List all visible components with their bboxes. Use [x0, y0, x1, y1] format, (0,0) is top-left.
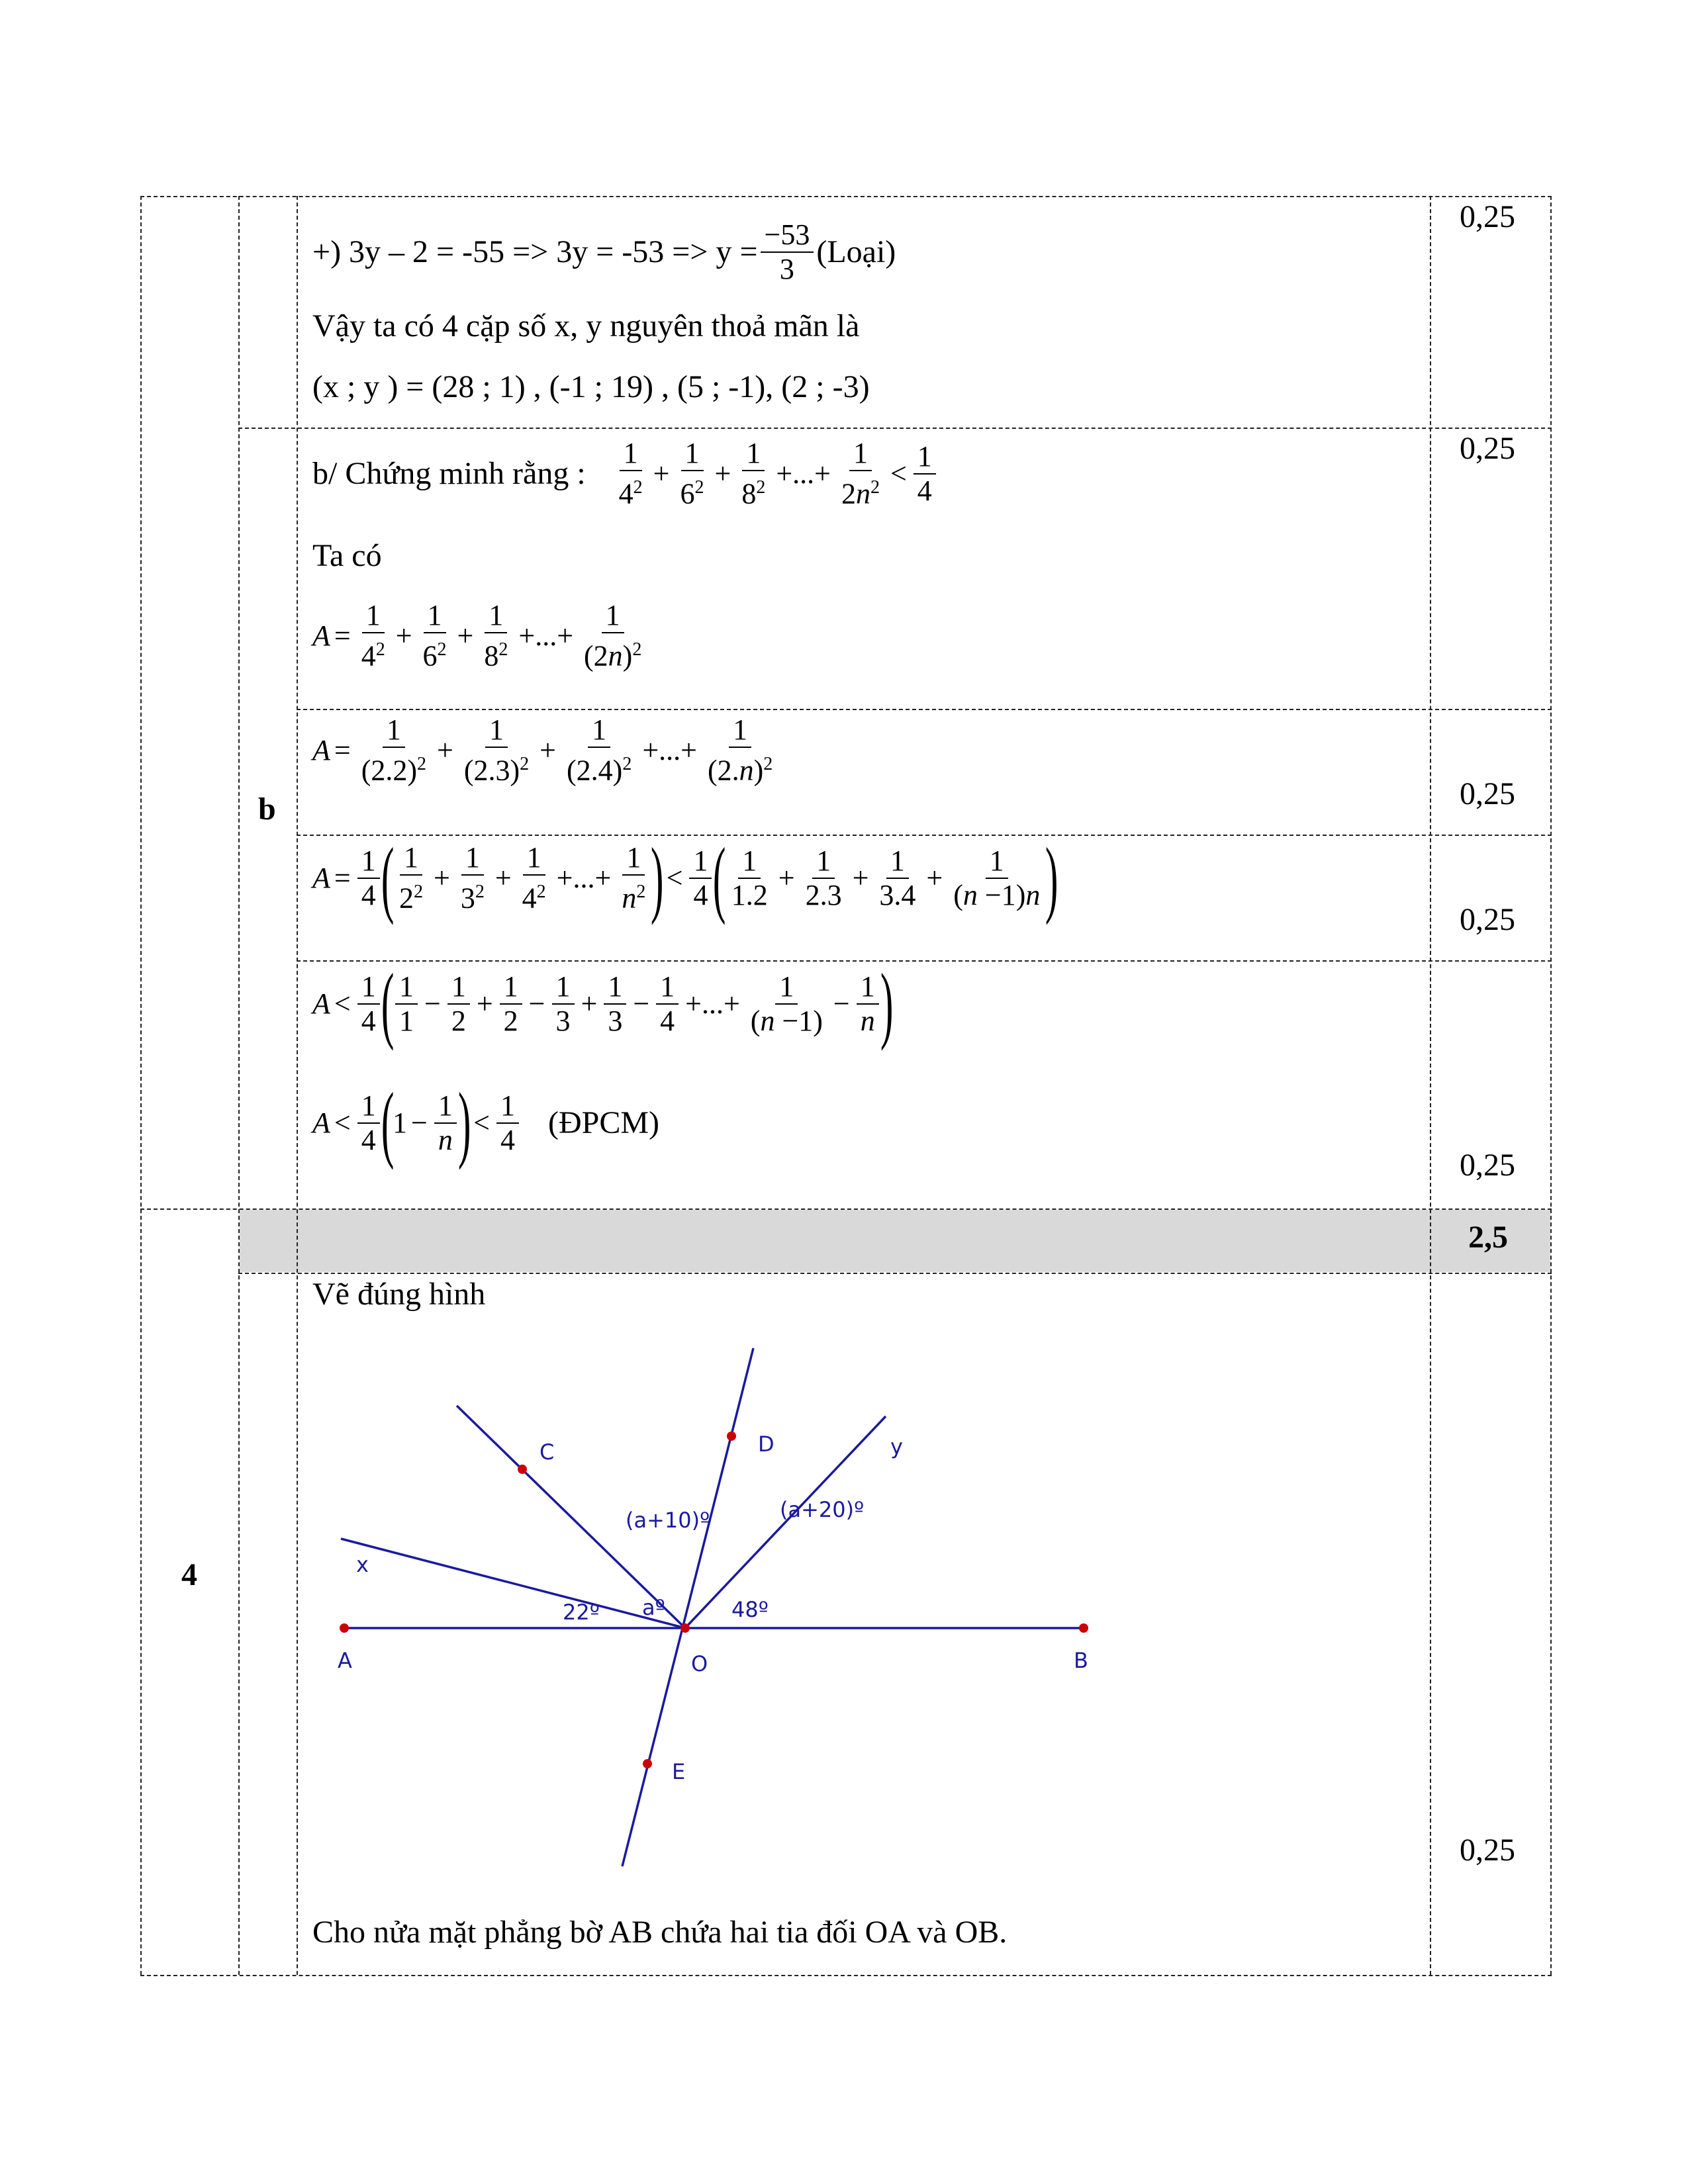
label-O: O [691, 1651, 708, 1676]
angle-22: 22º [563, 1600, 600, 1625]
score: 0,25 [1460, 199, 1515, 234]
fraction: $\frac{-53}{3}$ [761, 218, 814, 286]
score: 0,25 [1460, 431, 1515, 466]
question-total-score: 2,5 [1468, 1220, 1508, 1255]
label-E: E [672, 1759, 686, 1784]
score: 0,25 [1460, 776, 1515, 811]
draw-instruction: Vẽ đúng hình [312, 1277, 486, 1312]
label-x: x [356, 1552, 369, 1577]
point-D [727, 1432, 736, 1441]
point-O [680, 1623, 690, 1633]
point-B [1079, 1623, 1088, 1633]
label-A: A [338, 1648, 352, 1673]
score: 0,25 [1460, 902, 1515, 937]
point-C [518, 1465, 527, 1474]
ta-co-text: Ta có [312, 538, 382, 573]
formula-A-definition: A = $\frac{1}{4^2}$ + $\frac{1}{6^2}$ + $\frac{1}{8^2}$ +...+ $\frac{1}{(2n)^2}$ [312, 599, 642, 672]
part-label: b [258, 792, 276, 827]
formula-final: A < $\frac{1}{4}$ ( 1 − $\frac{1}{n}$ ) < $\frac{1}{4}$ (ĐPCM) [312, 1075, 659, 1171]
angle-48: 48º [731, 1597, 769, 1622]
formula-A-expanded: A = $\frac{1}{(2.2)^2}$ + $\frac{1}{(2.3)^2}$ + $\frac{1}{(2.4)^2}$ +...+ $\frac{1}{(2.n)^2}$ [312, 713, 773, 787]
rejected-note: (Loại) [816, 234, 896, 269]
label-D: D [758, 1432, 774, 1457]
angle-a: aº [642, 1595, 665, 1620]
equation-chain: +) 3y – 2 = -55 => 3y = -53 => y = [312, 234, 758, 269]
formula-A-bound: A = $\frac{1}{4}$ ( $\frac{1}{2^2}$ + $\frac{1}{3^2}$ + $\frac{1}{4^2}$ +...+ $\frac{1}{n^2}$ ) < $\frac{1}{4}$ ( $\frac{1}{1.2}$ + $\frac{1}{2.3}$ + $\frac{1}{3.4}$ + $\frac{1}{(n -1)n}$ ) [312, 831, 1058, 926]
solution-pairs: (x ; y ) = (28 ; 1) , (-1 ; 19) , (5 ; -1), (2 ; -3) [312, 369, 870, 404]
problem-statement: Cho nửa mặt phẳng bờ AB chứa hai tia đối OA và OB. [312, 1915, 1008, 1950]
formula-A-telescoping: A < $\frac{1}{4}$ ( $\frac{1}{1}$ − $\frac{1}{2}$ + $\frac{1}{2}$ − $\frac{1}{3}$ + $\frac{1}{3}$ − $\frac{1}{4}$ +...+ $\frac{1}{(n -1)}$ − $\frac{1}{n}$ ) [312, 956, 894, 1052]
point-A [340, 1623, 349, 1633]
label-C: C [539, 1439, 555, 1465]
conclusion-text: Vậy ta có 4 cặp số x, y nguyên thoả mãn là [312, 308, 860, 343]
question-number: 4 [181, 1557, 197, 1592]
angle-a-plus-10: (a+10)º [626, 1508, 710, 1533]
angle-a-plus-20: (a+20)º [780, 1497, 865, 1522]
inequality-formula: $\frac{1}{4^2}$ + $\frac{1}{6^2}$ + $\frac{1}{8^2}$ +...+ $\frac{1}{2n^2}$ < $\frac{1}{4}$ [612, 437, 939, 511]
qed-label: (ĐPCM) [547, 1105, 659, 1140]
score: 0,25 [1460, 1833, 1515, 1868]
label-y: y [890, 1434, 903, 1459]
ray-Oy [685, 1416, 886, 1628]
ray-Ox [341, 1539, 685, 1628]
point-E [643, 1759, 652, 1768]
label-B: B [1074, 1648, 1088, 1673]
prove-statement: b/ Chứng minh rằng : $\frac{1}{4^2}$ + $\frac{1}{6^2}$ + $\frac{1}{8^2}$ +...+ $\frac{1}{2n^2}$ < $\frac{1}{4}$ [312, 437, 939, 511]
score: 0,25 [1460, 1148, 1515, 1183]
